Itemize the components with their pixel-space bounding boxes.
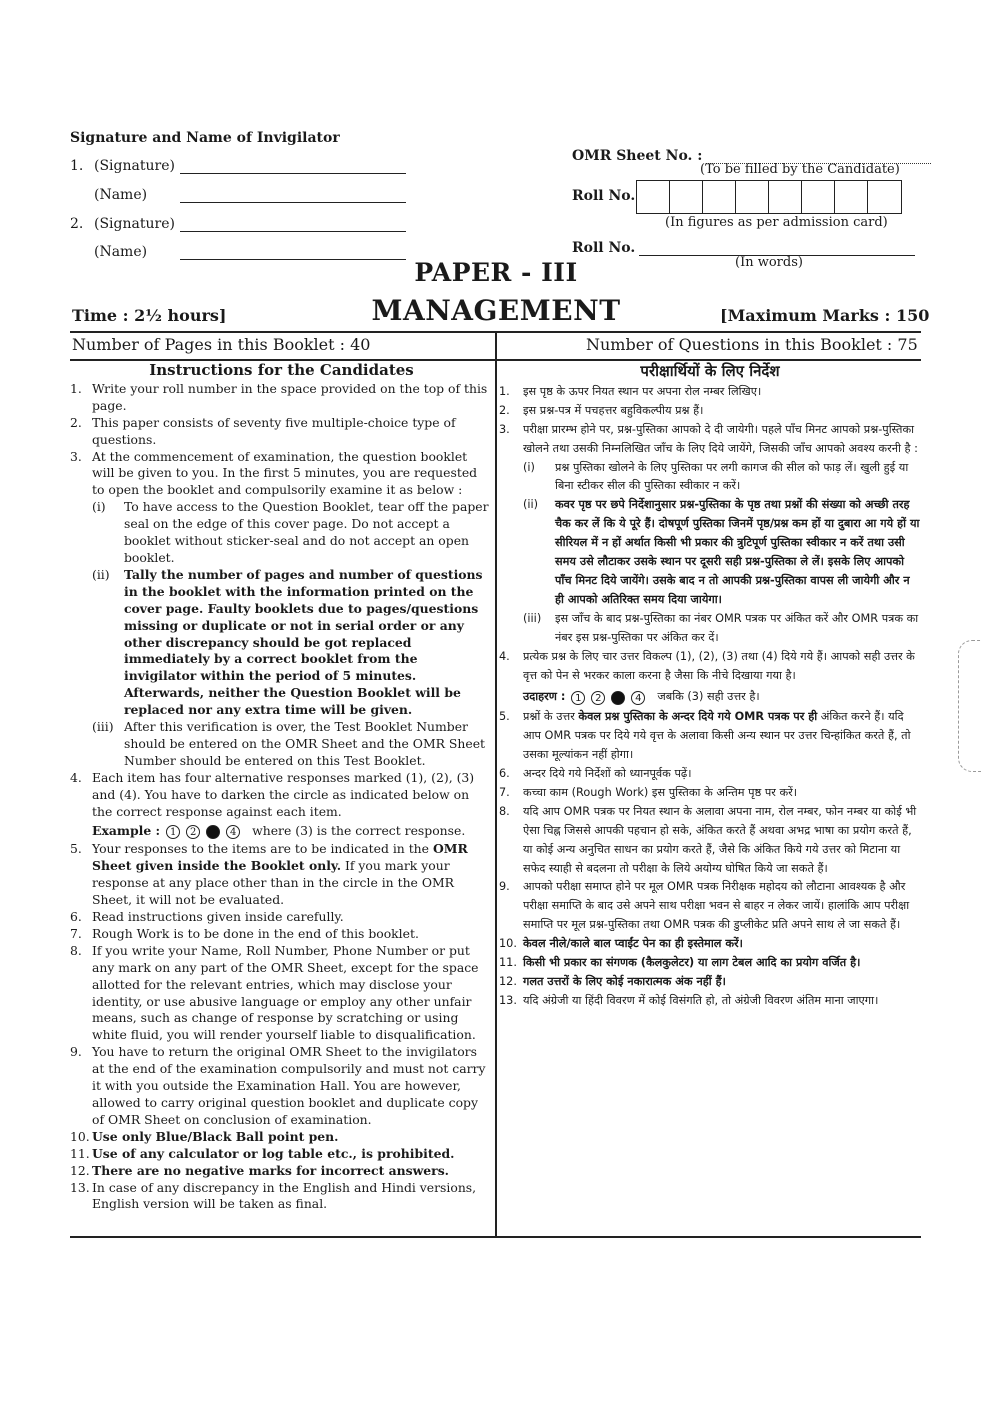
list-item xyxy=(70,909,493,926)
item-number: 7. xyxy=(70,925,82,941)
example-label: Example : xyxy=(92,823,161,839)
item-text: Use only Blue/Black Ball point pen. xyxy=(92,1128,339,1144)
roll-box[interactable] xyxy=(703,181,736,213)
list-item xyxy=(92,719,493,770)
omr-note: (To be filled by the Candidate) xyxy=(700,162,900,177)
list-item xyxy=(70,415,493,449)
roll-number-boxes[interactable] xyxy=(636,180,902,214)
item-number: 2. xyxy=(499,403,510,417)
item-text-bold: OMR Sheet given inside the Booklet only. xyxy=(92,841,468,874)
option-bubble-2: 2 xyxy=(186,825,200,839)
item-number: (ii) xyxy=(523,498,539,512)
item-number: 4. xyxy=(70,769,82,785)
list-item xyxy=(499,708,921,765)
item-number: (i) xyxy=(92,499,106,515)
item-number: 11. xyxy=(499,956,517,970)
list-item xyxy=(499,402,921,421)
list-item xyxy=(70,1146,493,1163)
item-number: 9. xyxy=(70,1044,82,1060)
row-label: (Name) xyxy=(94,244,148,260)
item-number: (iii) xyxy=(523,611,542,625)
item-number: 9. xyxy=(499,880,510,894)
item-number: 7. xyxy=(499,785,510,799)
item-text: इस प्रश्न-पत्र में पचहत्तर बहुविकल्पीय प्रश्न हैं। xyxy=(523,403,704,417)
item-number: 13. xyxy=(70,1179,90,1195)
maximum-marks: [Maximum Marks : 150 xyxy=(720,306,930,325)
roll-box[interactable] xyxy=(736,181,769,213)
example-note: जबकि (3) सही उत्तर है। xyxy=(657,690,760,704)
roll-box[interactable] xyxy=(637,181,670,213)
list-item xyxy=(499,421,921,459)
divider-bottom xyxy=(70,1236,921,1238)
omr-label: OMR Sheet No. : xyxy=(572,148,703,164)
item-text: कच्चा काम (Rough Work) इस पुस्तिका के अन्तिम पृष्ठ पर करें। xyxy=(523,785,798,799)
subject-title: MANAGEMENT xyxy=(371,294,621,327)
item-text xyxy=(523,708,921,765)
column-divider xyxy=(495,331,497,1236)
item-text: You have to return the original OMR Sheet to the invigilators at the end of the examination compulsorily and must not carry it with you outside the Examination Hall. You are however, allowed to carry original question booklet and duplicate copy of OMR Sheet on conclusion of examination. xyxy=(92,1044,486,1127)
list-item xyxy=(70,1129,493,1146)
figures-note: (In figures as per admission card) xyxy=(665,215,888,230)
item-number: 13. xyxy=(499,993,517,1007)
roll-box[interactable] xyxy=(802,181,835,213)
item-text: इस जाँच के बाद प्रश्न-पुस्तिका का नंबर OMR पत्रक पर अंकित करें और OMR पत्रक का नंबर इस प्रश्न-पुस्तिका पर अंकित कर दें। xyxy=(555,611,919,644)
hindi-instructions xyxy=(499,362,921,1011)
list-item xyxy=(70,770,493,821)
item-text: To have access to the Question Booklet, tear off the paper seal on the edge of this cover page. Do not accept a booklet without sticker-seal and do not accept an open booklet. xyxy=(124,499,489,565)
example-row xyxy=(523,688,921,707)
list-item xyxy=(70,1163,493,1180)
list-item xyxy=(70,1044,493,1129)
item-number: 5. xyxy=(70,841,82,857)
list-item xyxy=(70,926,493,943)
paper-title: PAPER - III xyxy=(414,258,578,287)
list-item xyxy=(499,992,921,1011)
item-number: 2. xyxy=(70,414,82,430)
item-number: 8. xyxy=(499,804,510,818)
item-text: परीक्षा प्रारम्भ होने पर, प्रश्न-पुस्तिका आपको दे दी जायेगी। पहले पाँच मिनट आपको प्रश्न-पुस्तिका खोलने तथा उसकी निम्नलिखित जाँच के लिए दिये जायेंगे, जिसकी जाँच आपको अवश्य करनी है : xyxy=(523,422,918,455)
item-number: (ii) xyxy=(92,566,110,582)
option-bubble-1: 1 xyxy=(166,825,180,839)
name-line-1[interactable] xyxy=(180,190,406,203)
list-item xyxy=(523,459,921,497)
option-bubble-3-filled xyxy=(611,691,625,705)
roll-words-label: Roll No. xyxy=(572,240,636,256)
example-label: उदाहरण : xyxy=(523,690,566,704)
item-number: 3. xyxy=(499,422,510,436)
roll-box[interactable] xyxy=(670,181,703,213)
roll-words-field xyxy=(572,240,915,256)
item-number: 4. xyxy=(499,649,510,663)
item-number: 1. xyxy=(499,384,510,398)
list-item xyxy=(70,943,493,1044)
list-item xyxy=(70,841,493,909)
roll-box[interactable] xyxy=(835,181,868,213)
item-text-part: अंकित करने हैं। यदि आप OMR पत्रक पर दिये गये वृत्त के अलावा किसी अन्य स्थान पर उत्तर चिन्हांकित करते हैं, तो उसका मूल्यांकन नहीं होगा। xyxy=(523,710,911,762)
item-text-part: Your responses to the items are to be indicated in the xyxy=(92,841,433,857)
item-number: 3. xyxy=(70,448,82,464)
item-text: कवर पृष्ठ पर छपे निर्देशानुसार प्रश्न-पुस्तिका के पृष्ठ तथा प्रश्नों की संख्या को अच्छी तरह चैक कर लें कि ये पूरे हैं। दोषपूर्ण पुस्तिका जिनमें पृष्ठ/प्रश्न कम हों या दुबारा आ गये हों या सीरियल में न हों अर्थात किसी भी प्रकार की त्रुटिपूर्ण पुस्तिका स्वीकार न करें तथा उसी समय उसे लौटाकर उसके स्थान पर दूसरी सही प्रश्न-पुस्तिका ले लें। इसके लिए आपको पाँच मिनट दिये जायेंगे। उसके बाद न तो आपकी प्रश्न-पुस्तिका वापस ली जायेगी और न ही आपको अतिरिक्त समय दिया जायेगा। xyxy=(555,498,920,606)
item-text-part: If you mark your response at any place other than in the circle in the OMR Sheet, it will not be evaluated. xyxy=(92,858,454,908)
item-text: इस पृष्ठ के ऊपर नियत स्थान पर अपना रोल नम्बर लिखिए। xyxy=(523,384,762,398)
item-number: 6. xyxy=(70,909,82,924)
list-item xyxy=(499,765,921,784)
list-item xyxy=(499,954,921,973)
item-text: Tally the number of pages and number of questions in the booklet with the information printed on the cover page. Faulty booklets due to pages/questions missing or duplicate or not in serial order or any other discrepancy should be got replaced immediately by a correct booklet from the invigilator within the period of 5 minutes. Afterwards, neither the Question Booklet will be replaced nor any extra time will be given. xyxy=(124,566,483,718)
item-text: This paper consists of seventy five multiple-choice type of questions. xyxy=(92,414,456,447)
item-number: 10. xyxy=(499,937,517,951)
item-number: 12. xyxy=(70,1162,90,1178)
list-item xyxy=(499,648,921,686)
signature-line-1[interactable] xyxy=(180,161,406,174)
item-number: 10. xyxy=(70,1128,90,1144)
words-note: (In words) xyxy=(735,255,803,270)
list-item xyxy=(499,973,921,992)
option-bubble-2: 2 xyxy=(591,691,605,705)
invigilator-signature-1 xyxy=(70,158,406,174)
row-label: (Signature) xyxy=(94,216,175,232)
item-text: Each item has four alternative responses marked (1), (2), (3) and (4). You have to darken the circle as indicated below on the correct response against each item. xyxy=(92,769,475,819)
item-text: There are no negative marks for incorrect answers. xyxy=(92,1162,449,1178)
list-item xyxy=(499,784,921,803)
example-row xyxy=(92,823,493,840)
list-item xyxy=(523,610,921,648)
item-number: (iii) xyxy=(92,719,114,735)
questions-count: Number of Questions in this Booklet : 75 xyxy=(586,335,918,354)
list-item xyxy=(70,449,493,500)
option-bubble-4: 4 xyxy=(631,691,645,705)
option-bubble-3-filled xyxy=(206,825,220,839)
item-text-bold: केवल प्रश्न पुस्तिका के अन्दर दिये गये OMR पत्रक पर ही xyxy=(578,710,818,724)
list-item xyxy=(499,803,921,879)
item-number: 5. xyxy=(499,710,510,724)
item-text: प्रश्न पुस्तिका खोलने के लिए पुस्तिका पर लगी कागज की सील को फाड़ लें। खुली हुई या बिना स्टीकर सील की पुस्तिका स्वीकार न करें। xyxy=(555,460,909,493)
english-title: Instructions for the Candidates xyxy=(149,361,414,379)
item-text: After this verification is over, the Test Booklet Number should be entered on the OMR Sheet and the OMR Sheet Number should be entered on this Test Booklet. xyxy=(124,719,486,768)
example-note: where (3) is the correct response. xyxy=(252,823,466,839)
item-number: 12. xyxy=(499,975,517,988)
row-label: (Name) xyxy=(94,187,148,203)
list-item xyxy=(92,499,493,567)
signature-line-2[interactable] xyxy=(180,219,406,232)
item-number: 11. xyxy=(70,1145,90,1161)
item-number: 8. xyxy=(70,942,82,958)
option-bubble-1: 1 xyxy=(571,691,585,705)
row-number: 1. xyxy=(70,158,84,174)
list-item xyxy=(70,381,493,415)
roll-box[interactable] xyxy=(769,181,802,213)
item-text: प्रत्येक प्रश्न के लिए चार उत्तर विकल्प (1), (2), (3) तथा (4) दिये गये हैं। आपको सही उत्तर के वृत्त को पेन से भरकर काला करना है जैसा कि नीचे दिखाया गया है। xyxy=(523,649,915,682)
item-number: (i) xyxy=(523,460,535,474)
item-text: Rough Work is to be done in the end of this booklet. xyxy=(92,925,419,941)
list-item xyxy=(499,935,921,954)
item-text: यदि आप OMR पत्रक पर नियत स्थान के अलावा अपना नाम, रोल नम्बर, फोन नम्बर या कोई भी ऐसा चिह्न जिससे आपकी पहचान हो सके, अंकित करते हैं अथवा अभद्र भाषा का प्रयोग करते हैं, या कोई अन्य अनुचित साधन का प्रयोग करते हैं, जैसे कि अंकित किये गये उत्तर को मिटाना या सफेद स्याही से बदलना तो परीक्षा के लिये अयोग्य घोषित किये जा सकते हैं। xyxy=(523,804,917,875)
item-text: गलत उत्तरों के लिए कोई नकारात्मक अंक नहीं हैं। xyxy=(523,975,726,988)
item-text-part: प्रश्नों के उत्तर xyxy=(523,710,579,724)
item-text: At the commencement of examination, the question booklet will be given to you. In the first 5 minutes, you are requested to open the booklet and compulsorily examine it as below : xyxy=(92,448,478,498)
item-text: Use of any calculator or log table etc., is prohibited. xyxy=(92,1145,455,1161)
item-text: केवल नीले/काले बाल प्वाईंट पेन का ही इस्तेमाल करें। xyxy=(523,937,743,951)
row-number: 2. xyxy=(70,216,84,232)
list-item xyxy=(499,878,921,935)
roll-number-label: Roll No. xyxy=(572,188,636,204)
invigilator-name-1 xyxy=(70,187,406,203)
item-text: Write your roll number in the space provided on the top of this page. xyxy=(92,380,488,413)
row-label: (Signature) xyxy=(94,158,175,174)
item-text xyxy=(92,841,493,909)
item-text: अन्दर दिये गये निर्देशों को ध्यानपूर्वक पढ़ें। xyxy=(523,767,692,781)
item-text: किसी भी प्रकार का संगणक (कैलकुलेटर) या लाग टेबल आदि का प्रयोग वर्जित है। xyxy=(523,956,861,970)
item-number: 6. xyxy=(499,767,510,781)
pages-count: Number of Pages in this Booklet : 40 xyxy=(72,335,371,354)
item-text: यदि अंग्रेजी या हिंदी विवरण में कोई विसंगति हो, तो अंग्रेजी विवरण अंतिम माना जाएगा। xyxy=(523,993,879,1007)
invigilator-signature-2 xyxy=(70,216,406,232)
item-text: Read instructions given inside carefully. xyxy=(92,909,344,924)
roll-box[interactable] xyxy=(868,181,901,213)
english-instructions xyxy=(70,362,493,1213)
option-bubble-4: 4 xyxy=(226,825,240,839)
list-item xyxy=(499,383,921,402)
margin-crop-mark xyxy=(958,640,981,772)
list-item xyxy=(523,496,921,609)
item-number: 1. xyxy=(70,380,82,396)
item-text: आपको परीक्षा समाप्त होने पर मूल OMR पत्रक निरीक्षक महोदय को लौटाना आवश्यक है और परीक्षा समाप्ति के बाद उसे अपने साथ परीक्षा भवन से बाहर न लेकर जायें। हालांकि आप परीक्षा समाप्ति पर मूल प्रश्न-पुस्तिका तथा OMR पत्रक की डुप्लीकेट प्रति अपने साथ ले जा सकते हैं। xyxy=(523,880,910,932)
list-item xyxy=(92,567,493,719)
item-text: If you write your Name, Roll Number, Phone Number or put any mark on any part of the OMR Sheet, except for the space allotted for the relevant entries, which may disclose your identity, or use abusive language or employ any other unfair means, such as change of response by scratching or using white fluid, you will render yourself liable to disqualification. xyxy=(92,942,479,1043)
hindi-title: परीक्षार्थियों के लिए निर्देश xyxy=(640,362,780,380)
item-text: In case of any discrepancy in the English and Hindi versions, English version will be taken as final. xyxy=(92,1179,477,1212)
list-item xyxy=(70,1180,493,1214)
time-allowed: Time : 2½ hours] xyxy=(72,306,227,325)
invigilator-title: Signature and Name of Invigilator xyxy=(70,130,340,146)
